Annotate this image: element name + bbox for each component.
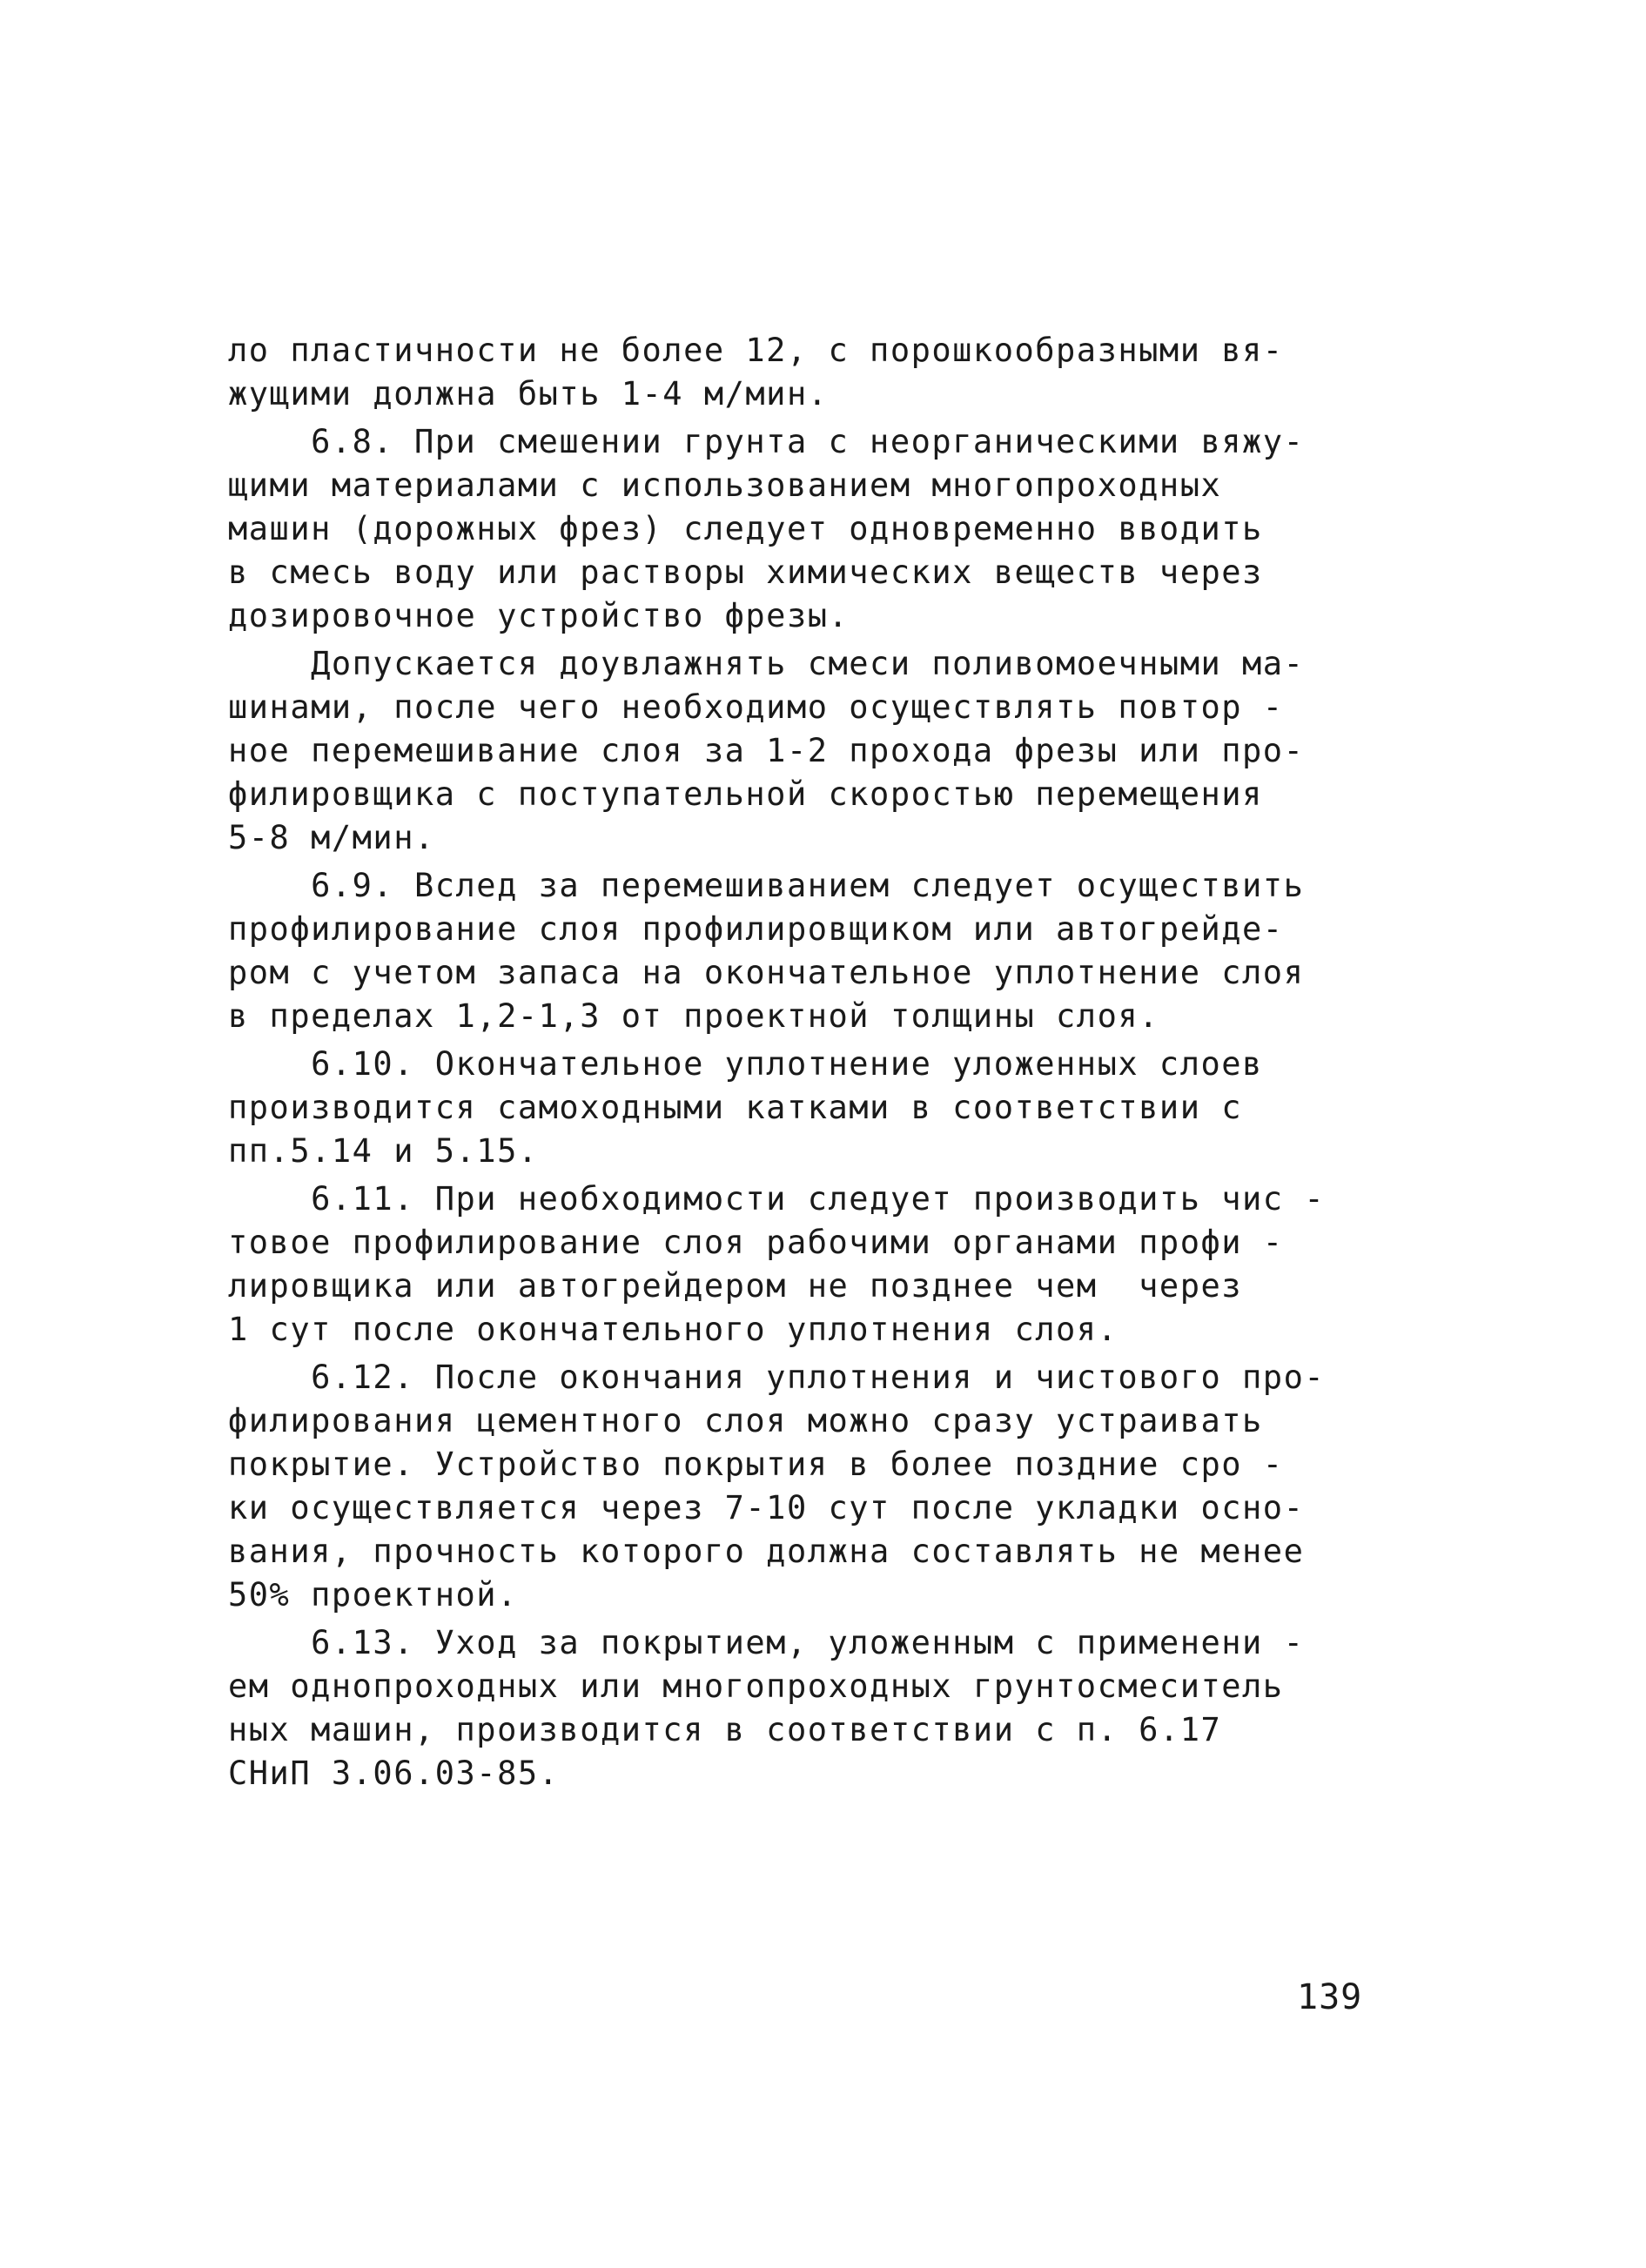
text-line: товое профилирование слоя рабочими органами профи - (228, 1224, 1284, 1261)
text-line: машин (дорожных фрез) следует одновременно вводить (228, 510, 1263, 547)
text-line: 1 сут после окончательного уплотнения слоя. (228, 1311, 1119, 1348)
text-line: ем однопроходных или многопроходных грунтосмеситель (228, 1667, 1284, 1705)
text-line: 6.10. Окончательное уплотнение уложенных слоев (228, 1045, 1263, 1083)
text-line: ное перемешивание слоя за 1-2 прохода фрезы или про- (228, 732, 1305, 769)
text-line: пп.5.14 и 5.15. (228, 1132, 539, 1170)
text-line: Допускается доувлажнять смеси поливомоечными ма- (228, 645, 1305, 682)
text-line: 6.12. После окончания уплотнения и чистового про- (228, 1359, 1326, 1396)
text-line: филирования цементного слоя можно сразу устраивать (228, 1402, 1263, 1439)
text-line: 6.9. Вслед за перемешиванием следует осуществить (228, 867, 1305, 904)
page-number: 139 (1297, 1977, 1363, 2017)
text-line: жущими должна быть 1-4 м/мин. (228, 375, 829, 413)
text-line: 6.13. Уход за покрытием, уложенным с применени - (228, 1624, 1305, 1661)
text-line: шинами, после чего необходимо осуществлять повтор - (228, 688, 1284, 726)
text-line: щими материалами с использованием многопроходных (228, 466, 1222, 504)
text-line: филировщика с поступательной скоростью перемещения (228, 775, 1263, 813)
text-line: 5-8 м/мин. (228, 819, 435, 856)
text-line: ром с учетом запаса на окончательное уплотнение слоя (228, 954, 1305, 991)
text-line: СНиП 3.06.03-85. (228, 1755, 560, 1792)
text-line: 6.8. При смешении грунта с неорганическими вяжу- (228, 423, 1305, 460)
text-line: 50% проектной. (228, 1576, 518, 1614)
text-line: ло пластичности не более 12, с порошкообразными вя- (228, 332, 1284, 369)
text-line: ки осуществляется через 7-10 сут после укладки осно- (228, 1489, 1305, 1527)
text-line: вания, прочность которого должна составлять не менее (228, 1533, 1305, 1570)
text-line: в смесь воду или растворы химических веществ через (228, 554, 1263, 591)
text-line: в пределах 1,2-1,3 от проектной толщины слоя. (228, 997, 1159, 1035)
text-line: производится самоходными катками в соответствии с (228, 1089, 1243, 1126)
text-line: профилирование слоя профилировщиком или автогрейде- (228, 910, 1284, 948)
text-line: покрытие. Устройство покрытия в более поздние сро - (228, 1446, 1284, 1483)
text-line: дозировочное устройство фрезы. (228, 597, 850, 634)
text-line: 6.11. При необходимости следует производить чис - (228, 1180, 1326, 1218)
text-line: лировщика или автогрейдером не позднее чем через (228, 1267, 1243, 1305)
text-line: ных машин, производится в соответствии с п. 6.17 (228, 1711, 1222, 1748)
